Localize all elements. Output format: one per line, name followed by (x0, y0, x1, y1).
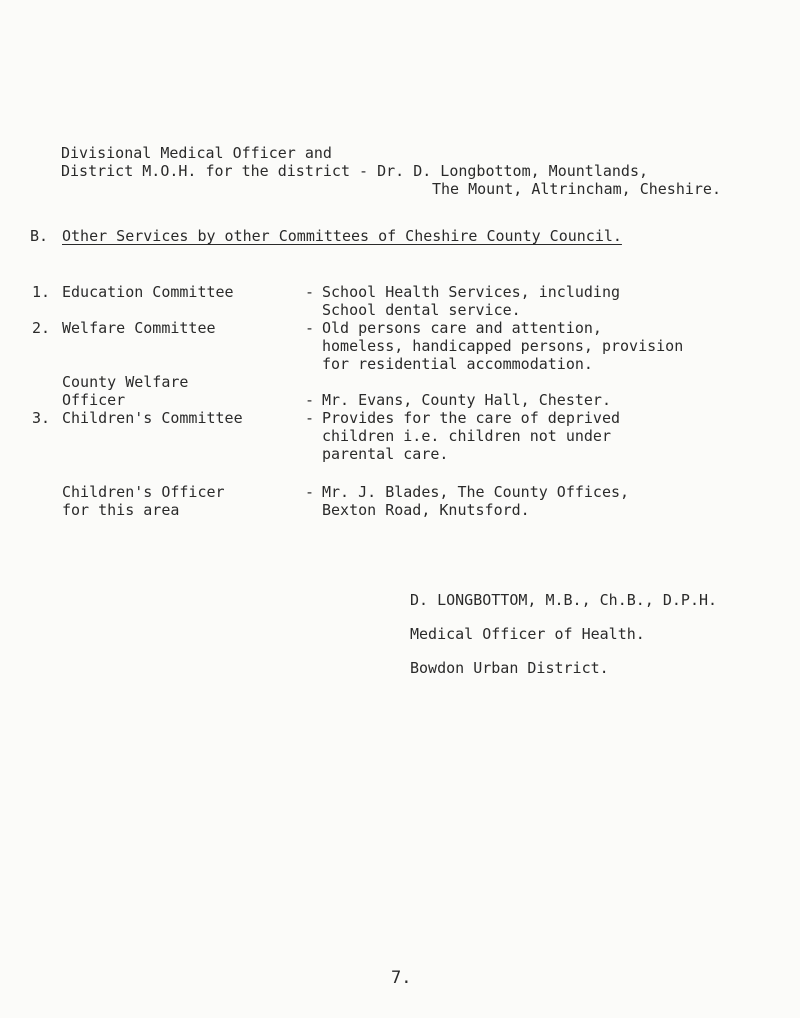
item-description: homeless, handicapped persons, provision (322, 337, 684, 355)
item-label: Children's Committee (62, 409, 243, 427)
item-label: Officer (62, 391, 126, 409)
item-dash: - (305, 283, 315, 301)
item-description: parental care. (322, 445, 449, 463)
signature-district: Bowdon Urban District. (410, 659, 609, 677)
item-number: 2. (32, 319, 51, 337)
item-description: School dental service. (322, 301, 521, 319)
item-description: School Health Services, including (322, 283, 621, 301)
item-label: Children's Officer (62, 483, 225, 501)
header-line: District M.O.H. for the district - Dr. D. Longbottom, Mountlands, (61, 162, 648, 180)
item-label: County Welfare (62, 373, 189, 391)
item-dash: - (305, 391, 315, 409)
item-dash: - (305, 483, 315, 501)
item-number: 3. (32, 409, 51, 427)
item-description: Mr. J. Blades, The County Offices, (322, 483, 630, 501)
signature-name: D. LONGBOTTOM, M.B., Ch.B., D.P.H. (410, 591, 718, 609)
item-description: Mr. Evans, County Hall, Chester. (322, 391, 611, 409)
item-description: Provides for the care of deprived (322, 409, 621, 427)
item-number: 1. (32, 283, 51, 301)
item-description: Bexton Road, Knutsford. (322, 501, 530, 519)
page-number: 7. (391, 968, 412, 988)
item-dash: - (305, 409, 315, 427)
item-description: Old persons care and attention, (322, 319, 602, 337)
section-title: Other Services by other Committees of Cheshire County Council. (62, 227, 622, 245)
item-description: for residential accommodation. (322, 355, 593, 373)
signature-title: Medical Officer of Health. (410, 625, 645, 643)
item-label: Welfare Committee (62, 319, 216, 337)
item-dash: - (305, 319, 315, 337)
item-label: Education Committee (62, 283, 234, 301)
item-label: for this area (62, 501, 180, 519)
header-line: The Mount, Altrincham, Cheshire. (432, 180, 721, 198)
header-line: Divisional Medical Officer and (61, 144, 332, 162)
section-letter: B. (30, 227, 49, 245)
item-description: children i.e. children not under (322, 427, 611, 445)
